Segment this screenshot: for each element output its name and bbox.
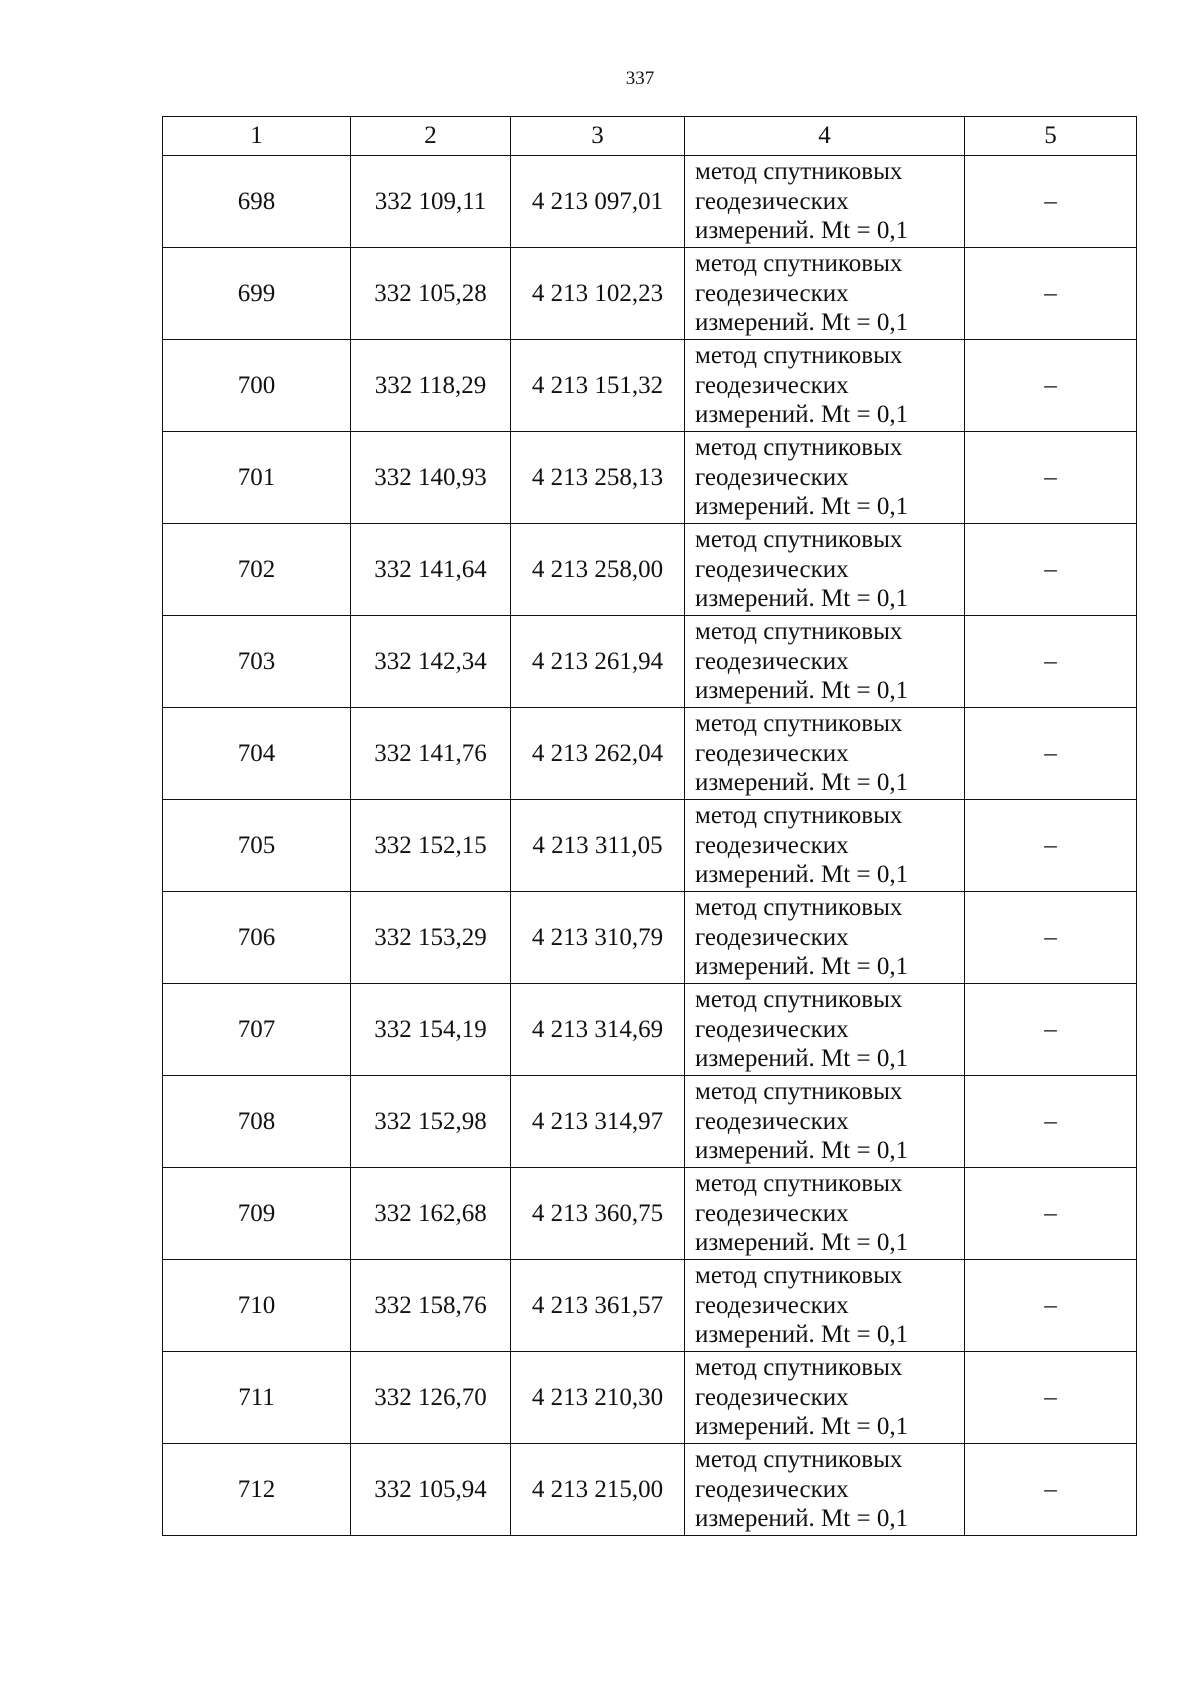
note-cell: – — [965, 616, 1137, 708]
method-line: метод спутниковых — [695, 158, 903, 186]
x-coordinate-cell: 332 141,64 — [351, 524, 511, 616]
note-cell: – — [965, 156, 1137, 248]
point-number-cell: 708 — [163, 1076, 351, 1168]
point-number-cell: 705 — [163, 800, 351, 892]
y-coordinate-cell: 4 213 102,23 — [511, 248, 685, 340]
method-line: измерений. Mt = 0,1 — [695, 1045, 909, 1073]
note-cell: – — [965, 248, 1137, 340]
y-coordinate-cell: 4 213 210,30 — [511, 1352, 685, 1444]
point-number-cell: 706 — [163, 892, 351, 984]
x-coordinate-cell: 332 105,94 — [351, 1444, 511, 1536]
method-line: измерений. Mt = 0,1 — [695, 217, 909, 245]
method-cell — [685, 800, 965, 892]
point-number-cell: 701 — [163, 432, 351, 524]
method-line: метод спутниковых — [695, 710, 903, 738]
note-cell: – — [965, 1352, 1137, 1444]
method-line: метод спутниковых — [695, 250, 903, 278]
method-line: геодезических — [695, 923, 849, 951]
page-number: 337 — [625, 68, 655, 89]
x-coordinate-cell: 332 152,98 — [351, 1076, 511, 1168]
point-number-cell: 711 — [163, 1352, 351, 1444]
header-cell: 2 — [351, 117, 511, 156]
method-cell — [685, 1168, 965, 1260]
x-coordinate-cell: 332 142,34 — [351, 616, 511, 708]
header-cell: 4 — [685, 117, 965, 156]
note-cell: – — [965, 1444, 1137, 1536]
method-line: геодезических — [695, 279, 849, 307]
table-row — [163, 892, 1137, 984]
method-line: измерений. Mt = 0,1 — [695, 861, 909, 889]
method-line: метод спутниковых — [695, 434, 903, 462]
method-cell — [685, 248, 965, 340]
y-coordinate-cell: 4 213 360,75 — [511, 1168, 685, 1260]
point-number-cell: 710 — [163, 1260, 351, 1352]
method-line: геодезических — [695, 1475, 849, 1503]
method-cell — [685, 432, 965, 524]
table-row — [163, 708, 1137, 800]
method-line: измерений. Mt = 0,1 — [695, 1505, 909, 1533]
x-coordinate-cell: 332 154,19 — [351, 984, 511, 1076]
x-coordinate-cell: 332 105,28 — [351, 248, 511, 340]
table-row — [163, 248, 1137, 340]
x-coordinate-cell: 332 118,29 — [351, 340, 511, 432]
x-coordinate-cell: 332 152,15 — [351, 800, 511, 892]
method-line: измерений. Mt = 0,1 — [695, 1229, 909, 1257]
method-cell — [685, 984, 965, 1076]
method-cell — [685, 156, 965, 248]
y-coordinate-cell: 4 213 097,01 — [511, 156, 685, 248]
x-coordinate-cell: 332 140,93 — [351, 432, 511, 524]
point-number-cell: 699 — [163, 248, 351, 340]
point-number-cell: 709 — [163, 1168, 351, 1260]
method-line: измерений. Mt = 0,1 — [695, 401, 909, 429]
method-line: метод спутниковых — [695, 1078, 903, 1106]
table-row — [163, 340, 1137, 432]
table-row — [163, 1076, 1137, 1168]
note-cell: – — [965, 984, 1137, 1076]
table-row — [163, 1168, 1137, 1260]
method-cell — [685, 892, 965, 984]
point-number-cell: 698 — [163, 156, 351, 248]
table-row — [163, 1260, 1137, 1352]
note-cell: – — [965, 708, 1137, 800]
method-cell — [685, 524, 965, 616]
method-line: измерений. Mt = 0,1 — [695, 1321, 909, 1349]
table-row — [163, 524, 1137, 616]
method-cell — [685, 616, 965, 708]
method-line: измерений. Mt = 0,1 — [695, 493, 909, 521]
y-coordinate-cell: 4 213 258,13 — [511, 432, 685, 524]
point-number-cell: 704 — [163, 708, 351, 800]
method-line: измерений. Mt = 0,1 — [695, 309, 909, 337]
y-coordinate-cell: 4 213 151,32 — [511, 340, 685, 432]
table-row — [163, 156, 1137, 248]
table-row — [163, 1444, 1137, 1536]
method-line: метод спутниковых — [695, 618, 903, 646]
y-coordinate-cell: 4 213 258,00 — [511, 524, 685, 616]
table-row — [163, 984, 1137, 1076]
y-coordinate-cell: 4 213 314,97 — [511, 1076, 685, 1168]
method-line: метод спутниковых — [695, 986, 903, 1014]
method-line: геодезических — [695, 1107, 849, 1135]
x-coordinate-cell: 332 141,76 — [351, 708, 511, 800]
y-coordinate-cell: 4 213 215,00 — [511, 1444, 685, 1536]
method-line: геодезических — [695, 555, 849, 583]
method-cell — [685, 1352, 965, 1444]
method-line: геодезических — [695, 1015, 849, 1043]
method-cell — [685, 1444, 965, 1536]
table-row — [163, 616, 1137, 708]
point-number-cell: 707 — [163, 984, 351, 1076]
method-line: геодезических — [695, 1291, 849, 1319]
method-line: метод спутниковых — [695, 1170, 903, 1198]
method-line: измерений. Mt = 0,1 — [695, 953, 909, 981]
point-number-cell: 712 — [163, 1444, 351, 1536]
method-cell — [685, 1260, 965, 1352]
method-line: измерений. Mt = 0,1 — [695, 677, 909, 705]
table-row — [163, 1352, 1137, 1444]
table-row — [163, 800, 1137, 892]
method-line: геодезических — [695, 647, 849, 675]
method-line: геодезических — [695, 463, 849, 491]
note-cell: – — [965, 340, 1137, 432]
table-body — [163, 117, 1137, 1536]
method-cell — [685, 708, 965, 800]
x-coordinate-cell: 332 158,76 — [351, 1260, 511, 1352]
method-line: измерений. Mt = 0,1 — [695, 1137, 909, 1165]
y-coordinate-cell: 4 213 262,04 — [511, 708, 685, 800]
header-cell: 3 — [511, 117, 685, 156]
method-line: измерений. Mt = 0,1 — [695, 585, 909, 613]
point-number-cell: 703 — [163, 616, 351, 708]
method-line: метод спутниковых — [695, 1354, 903, 1382]
table-row — [163, 432, 1137, 524]
note-cell: – — [965, 892, 1137, 984]
header-cell: 5 — [965, 117, 1137, 156]
method-line: метод спутниковых — [695, 342, 903, 370]
method-line: геодезических — [695, 739, 849, 767]
method-line: геодезических — [695, 1199, 849, 1227]
y-coordinate-cell: 4 213 261,94 — [511, 616, 685, 708]
x-coordinate-cell: 332 126,70 — [351, 1352, 511, 1444]
method-line: измерений. Mt = 0,1 — [695, 1413, 909, 1441]
note-cell: – — [965, 800, 1137, 892]
y-coordinate-cell: 4 213 311,05 — [511, 800, 685, 892]
point-number-cell: 700 — [163, 340, 351, 432]
note-cell: – — [965, 524, 1137, 616]
method-line: геодезических — [695, 371, 849, 399]
method-line: метод спутниковых — [695, 894, 903, 922]
note-cell: – — [965, 1076, 1137, 1168]
header-cell: 1 — [163, 117, 351, 156]
method-cell — [685, 1076, 965, 1168]
x-coordinate-cell: 332 162,68 — [351, 1168, 511, 1260]
method-line: геодезических — [695, 187, 849, 215]
method-line: метод спутниковых — [695, 1262, 903, 1290]
note-cell: – — [965, 1168, 1137, 1260]
x-coordinate-cell: 332 109,11 — [351, 156, 511, 248]
note-cell: – — [965, 432, 1137, 524]
x-coordinate-cell: 332 153,29 — [351, 892, 511, 984]
coordinates-table — [162, 116, 1137, 1536]
method-line: геодезических — [695, 831, 849, 859]
y-coordinate-cell: 4 213 310,79 — [511, 892, 685, 984]
y-coordinate-cell: 4 213 361,57 — [511, 1260, 685, 1352]
method-line: метод спутниковых — [695, 526, 903, 554]
method-line: геодезических — [695, 1383, 849, 1411]
method-line: метод спутниковых — [695, 802, 903, 830]
note-cell: – — [965, 1260, 1137, 1352]
method-line: метод спутниковых — [695, 1446, 903, 1474]
method-line: измерений. Mt = 0,1 — [695, 769, 909, 797]
table-header-row — [163, 117, 1137, 156]
y-coordinate-cell: 4 213 314,69 — [511, 984, 685, 1076]
method-cell — [685, 340, 965, 432]
point-number-cell: 702 — [163, 524, 351, 616]
